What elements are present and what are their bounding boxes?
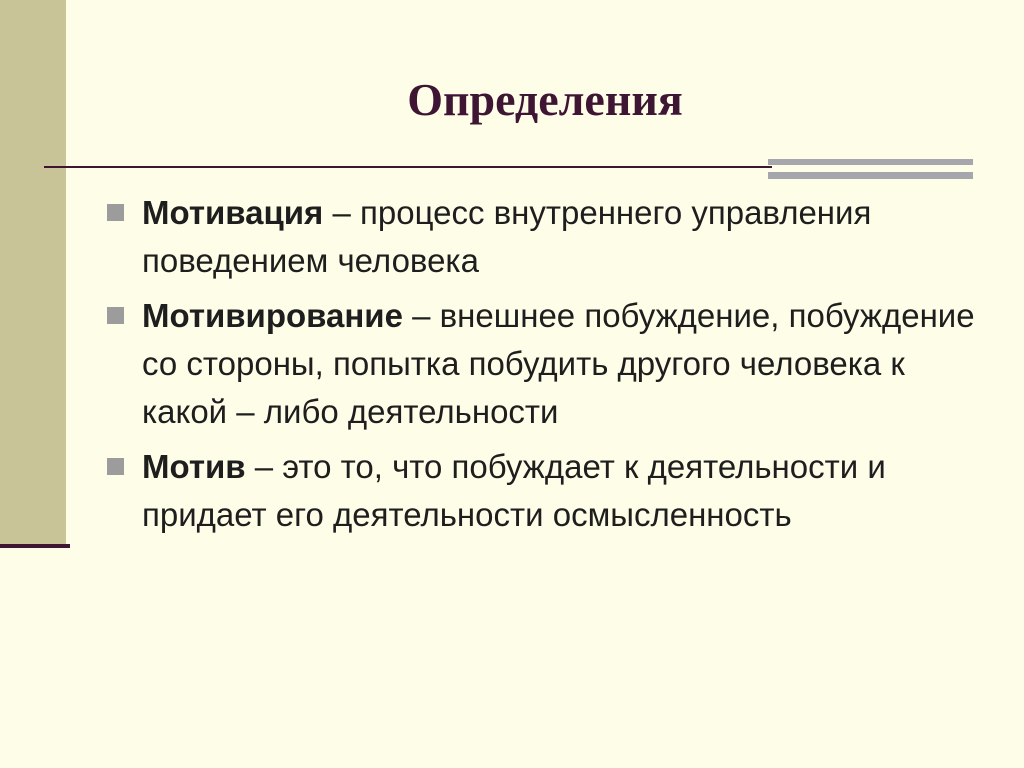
definition-item-motive — [104, 443, 984, 539]
definition-item-motivating — [104, 292, 984, 436]
title-divider-bar-bottom — [768, 172, 973, 179]
square-bullet-icon — [107, 204, 124, 221]
definition-term: Мотивация — [142, 194, 324, 231]
title-divider-bar-top — [768, 159, 973, 165]
definition-term: Мотив — [142, 448, 246, 485]
definition-text: – внешнее побуждение, побуждение со стороны, попытка побудить другого человека к какой – либо деятельности — [142, 297, 975, 430]
left-band-underline — [0, 544, 70, 548]
definition-item-motivation — [104, 189, 984, 285]
square-bullet-icon — [107, 307, 124, 324]
left-decorative-band — [0, 0, 66, 545]
definition-text: – это то, что побуждает к деятельности и придает его деятельности осмысленность — [142, 448, 886, 533]
definitions-list — [104, 189, 984, 546]
title-divider-line — [44, 166, 772, 168]
square-bullet-icon — [107, 458, 124, 475]
definition-text: – процесс внутреннего управления поведением человека — [142, 194, 872, 279]
slide-title: Определения — [407, 74, 683, 125]
definition-term: Мотивирование — [142, 297, 403, 334]
